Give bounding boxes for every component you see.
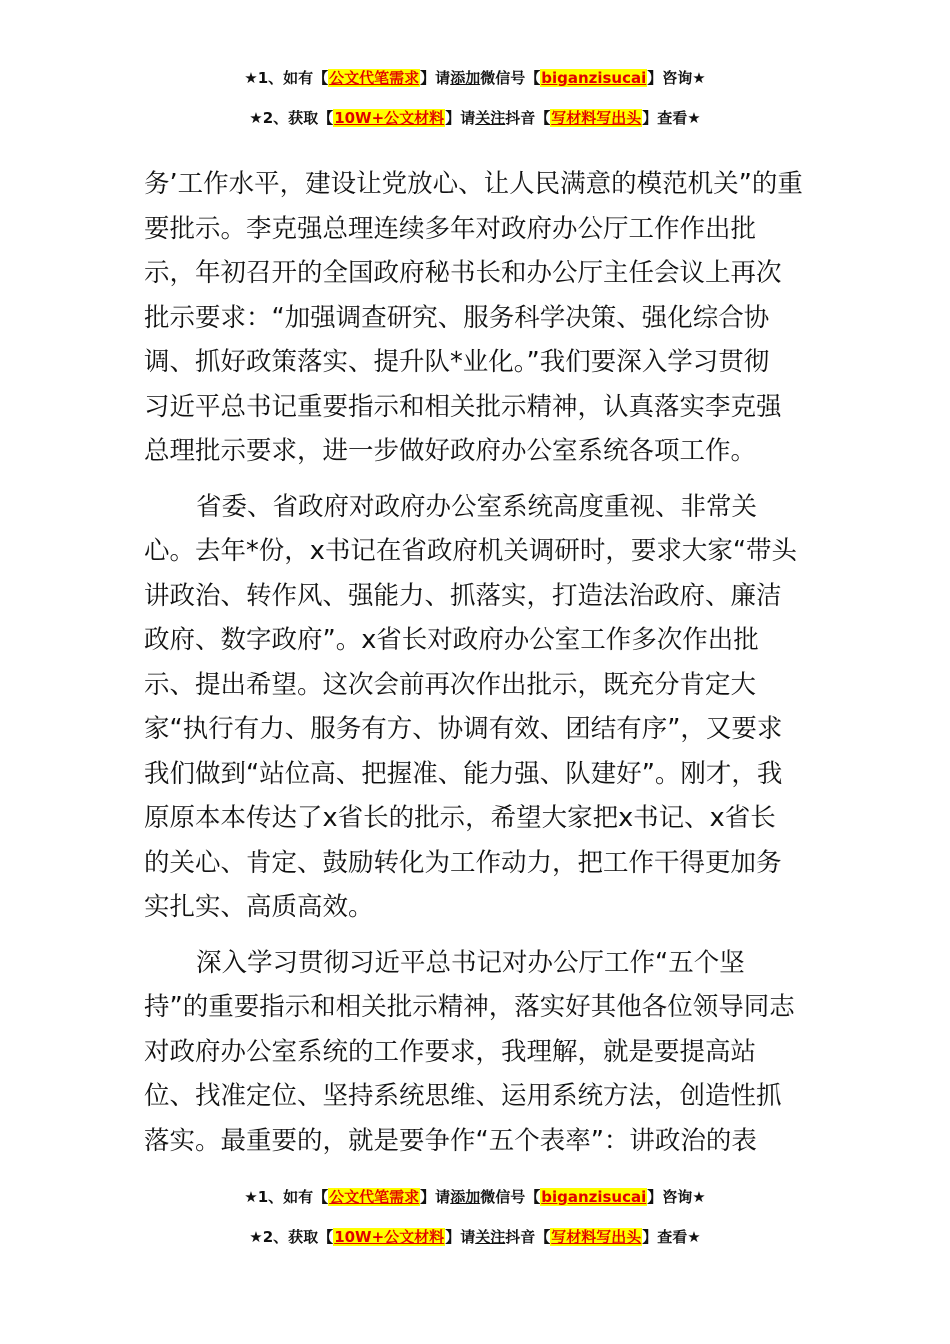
text-line: 习近平总书记重要指示和相关批示精神，认真落实李克强 [144,391,782,422]
bottom-banner [0,1185,950,1249]
highlight-douyin: 写材料写出头 [551,1228,642,1246]
text-line: 深入学习贯彻习近平总书记对办公厅工作“五个坚 [196,947,745,978]
text-line: 要批示。李克强总理连续多年对政府办公厅工作作出批 [144,213,757,244]
highlight-wechat-id: biganzisucai [541,1188,647,1206]
banner-text: 微信号【 [480,69,541,87]
banner-line-2 [0,106,950,130]
text-line: 政府、数字政府”。x省长对政府办公室工作多次作出批 [144,625,759,655]
banner-underlined: 关注 [475,1228,506,1246]
document-body [144,162,808,1163]
banner-underlined: 关注 [475,109,506,127]
text-line: 对政府办公室系统的工作要求，我理解，就是要提高站 [144,1036,757,1067]
banner-line-2 [0,1225,950,1249]
text-line: 原原本本传达了x省长的批示，希望大家把x书记、x省长 [144,803,776,833]
banner-line-1 [0,1185,950,1209]
banner-text: 抖音【 [505,109,551,127]
text-line: 批示要求：“加强调查研究、服务科学决策、强化综合协 [144,302,770,333]
highlight-service: 公文代笔需求 [329,69,420,87]
banner-text: 】咨询★ [647,69,706,87]
banner-text: 】请 [445,109,476,127]
text-line: 持”的重要指示和相关批示精神，落实好其他各位领导同志 [144,992,795,1022]
text-line: 心。去年*份，x书记在省政府机关调研时，要求大家“带头 [144,536,798,566]
banner-text: ★2、获取【 [249,1228,334,1246]
text-line: 的关心、肯定、鼓励转化为工作动力，把工作干得更加务 [144,847,782,878]
banner-text: ★2、获取【 [249,109,334,127]
banner-text: 】查看★ [642,109,701,127]
highlight-materials: 10W+公文材料 [334,1228,445,1246]
banner-text: 】请 [420,69,451,87]
banner-underlined: 添加 [450,69,481,87]
text-line: 调、抓好政策落实、提升队*业化。”我们要深入学习贯彻 [144,347,770,377]
paragraph [144,941,808,1164]
text-line: 家“执行有力、服务有方、协调有效、团结有序”，又要求 [144,714,783,744]
paragraph [144,162,808,474]
banner-underlined: 添加 [450,1188,481,1206]
text-line: 示，年初召开的全国政府秘书长和办公厅主任会议上再次 [144,258,782,288]
banner-text: 抖音【 [505,1228,551,1246]
highlight-wechat-id: biganzisucai [541,69,647,87]
text-line: 示、提出希望。这次会前再次作出批示，既充分肯定大 [144,669,757,700]
highlight-service: 公文代笔需求 [329,1188,420,1206]
text-line: 总理批示要求，进一步做好政府办公室系统各项工作。 [144,436,757,466]
banner-text: 微信号【 [480,1188,541,1206]
banner-text: 】咨询★ [647,1188,706,1206]
text-line: 位、找准定位、坚持系统思维、运用系统方法，创造性抓 [144,1081,782,1111]
banner-text: 】请 [420,1188,451,1206]
text-line: 我们做到“站位高、把握准、能力强、队建好”。刚才，我 [144,758,783,789]
highlight-materials: 10W+公文材料 [334,109,445,127]
highlight-douyin: 写材料写出头 [551,109,642,127]
banner-line-1 [0,66,950,90]
banner-text: 】请 [445,1228,476,1246]
banner-text: 】查看★ [642,1228,701,1246]
top-banner [0,66,950,130]
banner-text: ★1、如有【 [244,1188,329,1206]
banner-text: ★1、如有【 [244,69,329,87]
paragraph [144,485,808,930]
text-line: 省委、省政府对政府办公室系统高度重视、非常关 [196,491,758,522]
text-line: 实扎实、高质高效。 [144,892,374,922]
text-line: 落实。最重要的，就是要争作“五个表率”：讲政治的表 [144,1125,757,1156]
text-line: 务’工作水平，建设让党放心、让人民满意的模范机关”的重 [144,169,803,199]
text-line: 讲政治、转作风、强能力、抓落实，打造法治政府、廉洁 [144,580,782,611]
